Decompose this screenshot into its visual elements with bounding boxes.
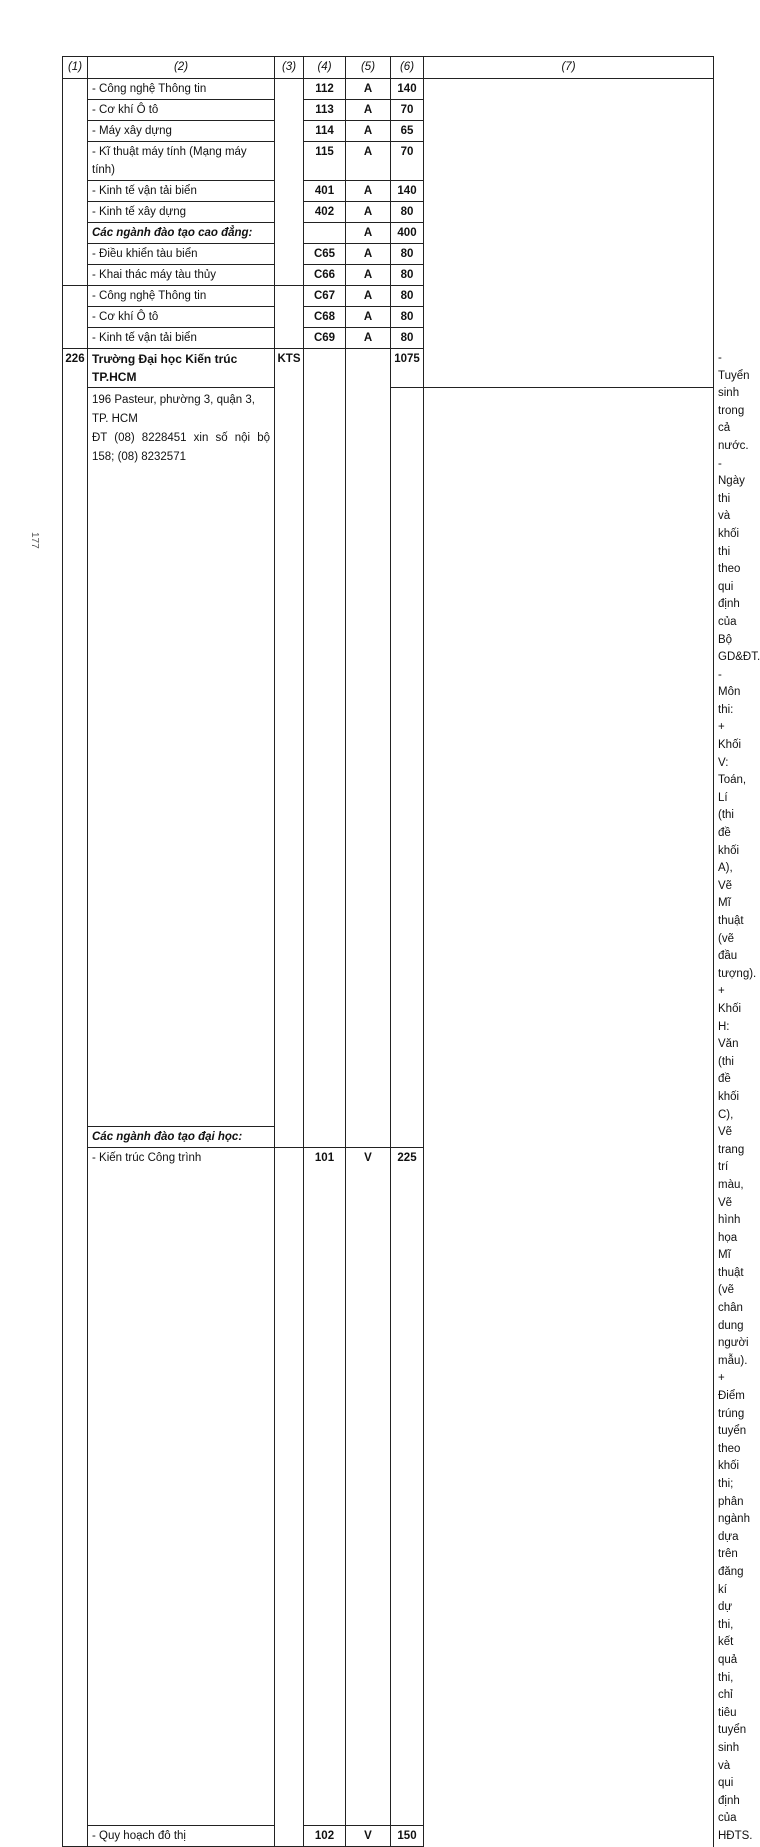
quota: 140 — [391, 181, 424, 202]
major-code: 402 — [304, 202, 346, 223]
major-name: - Máy xây dựng — [88, 121, 275, 142]
exam-block: A — [346, 328, 391, 349]
table-row — [63, 1147, 714, 1826]
major-code: 101 — [304, 1147, 346, 1826]
major-name: - Kiến trúc Công trình — [88, 1147, 275, 1826]
major-code-empty — [304, 349, 346, 1148]
exam-block: A — [346, 244, 391, 265]
school-phone: ĐT (08) 8228451 xin số nội bộ 158; (08) 8232571 — [92, 432, 270, 463]
quota: 80 — [391, 244, 424, 265]
college-section-header: Các ngành đào tạo cao đẳng: — [88, 223, 275, 244]
symbol-cell-empty — [275, 286, 304, 349]
quota: 70 — [391, 100, 424, 121]
major-code: 112 — [304, 79, 346, 100]
quota: 80 — [391, 307, 424, 328]
header-row — [63, 57, 714, 79]
header-cell: (6) — [391, 57, 424, 79]
major-name: - Quy hoạch đô thị — [88, 1826, 275, 1847]
univ-section-header: Các ngành đào tạo đại học: — [88, 1126, 275, 1147]
school-address: 196 Pasteur, phường 3, quận 3, TP. HCM — [92, 394, 255, 425]
quota: 65 — [391, 121, 424, 142]
header-cell: (5) — [346, 57, 391, 79]
quota: 150 — [391, 1826, 424, 1847]
table-row — [63, 79, 714, 100]
school-quota: 1075 — [391, 349, 424, 388]
exam-block: A — [346, 181, 391, 202]
major-code: 115 — [304, 142, 346, 181]
major-name: - Kinh tế xây dựng — [88, 202, 275, 223]
quota: 80 — [391, 328, 424, 349]
admissions-table — [62, 56, 760, 1847]
quota: 225 — [391, 1147, 424, 1826]
exam-block: V — [346, 1147, 391, 1826]
major-name: - Kinh tế vận tải biển — [88, 328, 275, 349]
major-name: - Khai thác máy tàu thủy — [88, 265, 275, 286]
header-cell: (7) — [424, 57, 714, 79]
symbol-cell-empty — [275, 79, 304, 286]
quota: 70 — [391, 142, 424, 181]
quota: 80 — [391, 286, 424, 307]
notes-cell-empty — [424, 79, 714, 388]
header-cell: (3) — [275, 57, 304, 79]
school-name: Trường Đại học Kiến trúc TP.HCM — [88, 349, 275, 388]
exam-block: A — [346, 121, 391, 142]
major-name: - Công nghệ Thông tin — [88, 79, 275, 100]
major-code: 113 — [304, 100, 346, 121]
stt-cell-empty — [63, 286, 88, 349]
major-code-empty — [304, 223, 346, 244]
exam-block: A — [346, 79, 391, 100]
exam-block: A — [346, 286, 391, 307]
quota-empty — [391, 388, 424, 1148]
major-code: C69 — [304, 328, 346, 349]
school-symbol: KTS — [275, 349, 304, 1148]
major-name: - Điều khiển tàu biển — [88, 244, 275, 265]
exam-block: A — [346, 307, 391, 328]
exam-block: A — [346, 100, 391, 121]
exam-block: A — [346, 202, 391, 223]
exam-block: A — [346, 142, 391, 181]
major-name: - Công nghệ Thông tin — [88, 286, 275, 307]
table-row — [63, 1826, 714, 1847]
quota: 80 — [391, 202, 424, 223]
major-code: C65 — [304, 244, 346, 265]
header-cell: (1) — [63, 57, 88, 79]
header-cell: (4) — [304, 57, 346, 79]
school-contact — [88, 388, 275, 1127]
exam-block: A — [346, 265, 391, 286]
page-number: 177 — [29, 532, 40, 549]
quota: 140 — [391, 79, 424, 100]
major-code: 114 — [304, 121, 346, 142]
symbol-cell-empty — [275, 1147, 304, 1847]
stt-cell-empty — [63, 79, 88, 286]
major-name: - Cơ khí Ô tô — [88, 307, 275, 328]
quota: 400 — [391, 223, 424, 244]
exam-block-empty — [346, 349, 391, 1148]
quota: 80 — [391, 265, 424, 286]
school-row: 226 Trường Đại học Kiến trúc TP.HCM KTS 1075 - Tuyển sinh trong cả nước. - Ngày thi và khối thi theo qui định của Bộ GD&ĐT. - Môn thi: + Khối V: Toán, Lí (thi đề khối A), Vẽ Mĩ thuật (vẽ đầu tượng). + Khối H: Văn (thi đề khối C), Vẽ trang trí màu, Vẽ hình họa Mĩ thuật (vẽ chân dung người mẫu). + Điểm trúng tuyển theo khối thi; phân ngành dựa trên đăng kí dự thi, kết quả thi, chỉ tiêu tuyển sinh và qui định của HĐTS. — [63, 349, 714, 388]
major-name: - Kĩ thuật máy tính (Mạng máy tính) — [88, 142, 275, 181]
major-name: - Kinh tế vận tải biển — [88, 181, 275, 202]
major-name: - Cơ khí Ô tô — [88, 100, 275, 121]
exam-block: V — [346, 1826, 391, 1847]
school-stt: 226 — [63, 349, 88, 1847]
header-cell: (2) — [88, 57, 275, 79]
major-code: C66 — [304, 265, 346, 286]
major-code: C67 — [304, 286, 346, 307]
major-code: 102 — [304, 1826, 346, 1847]
exam-block: A — [346, 223, 391, 244]
major-code: 401 — [304, 181, 346, 202]
major-code: C68 — [304, 307, 346, 328]
